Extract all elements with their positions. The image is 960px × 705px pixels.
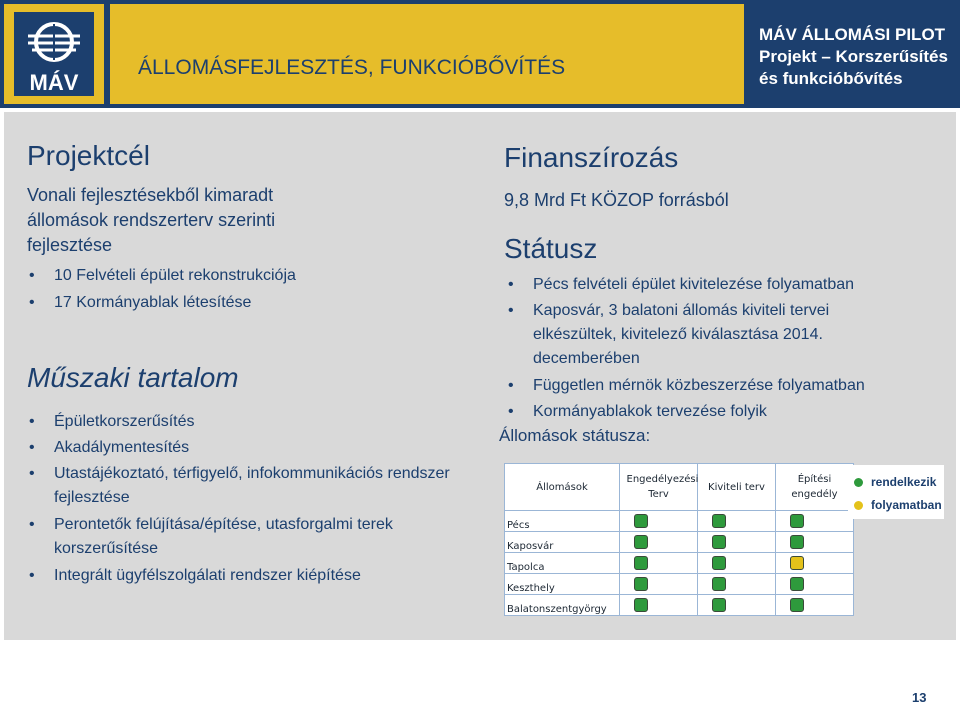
station-name: Keszthely	[505, 574, 620, 595]
projektcel-subtitle	[27, 183, 275, 258]
col-header-text: Építési engedély	[791, 474, 838, 500]
legend-item	[854, 498, 942, 512]
yellow-dot-icon	[854, 501, 863, 510]
muszaki-bullet: • Perontetők felújítása/építése, utasforgalmi terek korszerűsítése	[54, 513, 464, 561]
status-cell	[776, 511, 854, 532]
col-header-execution-plan: Kiviteli terv	[698, 464, 776, 511]
muszaki-bullet: • Épületkorszerűsítés	[54, 410, 195, 434]
station-name: Pécs	[505, 511, 620, 532]
statusz-bullet: • Kaposvár, 3 balatoni állomás kiviteli tervei elkészültek, kivitelező kiválasztása 2014. decemberében	[533, 299, 913, 371]
page-title: ÁLLOMÁSFEJLESZTÉS, FUNKCIÓBŐVÍTÉS	[138, 56, 566, 79]
col-header-stations: Állomások	[505, 464, 620, 511]
status-cell	[776, 595, 854, 616]
table-row	[505, 511, 854, 532]
finanszirozas-text: 9,8 Mrd Ft KÖZOP forrásból	[504, 190, 729, 210]
status-light-icon	[634, 598, 648, 612]
status-cell	[698, 595, 776, 616]
station-name: Kaposvár	[505, 532, 620, 553]
legend-label: folyamatban	[871, 498, 942, 512]
muszaki-bullet: • Akadálymentesítés	[54, 436, 189, 460]
statusz-heading: Státusz	[504, 233, 598, 264]
status-cell	[620, 553, 698, 574]
station-name: Balatonszentgyörgy	[505, 595, 620, 616]
table-header-row	[505, 464, 854, 511]
pilot-line: és funkcióbővítés	[759, 69, 903, 88]
mav-logo	[4, 4, 104, 104]
status-cell	[698, 532, 776, 553]
status-cell	[698, 574, 776, 595]
status-cell	[620, 532, 698, 553]
status-light-icon	[790, 577, 804, 591]
green-dot-icon	[854, 478, 863, 487]
status-light-icon	[634, 556, 648, 570]
station-name: Tapolca	[505, 553, 620, 574]
subtitle-line: Vonali fejlesztésekből kimaradt	[27, 185, 274, 205]
col-header-text: Engedélyezési Terv	[626, 474, 699, 500]
mav-emblem-icon	[14, 12, 94, 96]
status-cell	[620, 595, 698, 616]
status-cell	[776, 574, 854, 595]
status-cell	[776, 553, 854, 574]
pilot-line: MÁV ÁLLOMÁSI PILOT	[759, 25, 946, 44]
legend-item	[854, 475, 936, 489]
finanszirozas-heading: Finanszírozás	[504, 142, 679, 173]
subtitle-line: állomások rendszerterv szerinti	[27, 210, 276, 230]
table-row	[505, 553, 854, 574]
title-panel	[110, 4, 744, 104]
col-header-building-permit	[776, 464, 854, 511]
statusz-bullet: • Kormányablakok tervezése folyik	[533, 400, 953, 424]
status-cell	[698, 511, 776, 532]
pilot-project-label	[759, 24, 948, 90]
table-row	[505, 574, 854, 595]
header-bar	[0, 0, 960, 108]
station-status-table	[504, 463, 854, 616]
statusz-bullet: • Pécs felvételi épület kivitelezése folyamatban	[533, 273, 953, 297]
legend-label: rendelkezik	[871, 475, 937, 489]
statusz-bullet: • Független mérnök közbeszerzése folyamatban	[533, 374, 953, 398]
col-header-permit-plan	[620, 464, 698, 511]
logo-text: MÁV	[29, 70, 79, 95]
status-legend	[848, 465, 944, 519]
subtitle-line: fejlesztése	[27, 235, 113, 255]
status-light-icon	[790, 535, 804, 549]
status-light-icon	[712, 556, 726, 570]
projektcel-heading: Projektcél	[27, 140, 150, 171]
projektcel-bullet: • 17 Kormányablak létesítése	[54, 291, 251, 315]
statusz-table-label: Állomások státusza:	[499, 426, 651, 445]
pilot-line: Projekt – Korszerűsítés	[759, 47, 948, 66]
page-number: 13	[912, 690, 927, 705]
status-light-icon	[790, 514, 804, 528]
projektcel-bullet: • 10 Felvételi épület rekonstrukciója	[54, 264, 296, 288]
status-light-icon	[634, 535, 648, 549]
table-row	[505, 595, 854, 616]
logo-inner	[14, 12, 94, 96]
muszaki-bullet: • Integrált ügyfélszolgálati rendszer kiépítése	[54, 564, 361, 588]
status-light-icon	[712, 535, 726, 549]
muszaki-bullet: • Utastájékoztató, térfigyelő, infokommunikációs rendszer fejlesztése	[54, 462, 464, 510]
muszaki-heading: Műszaki tartalom	[27, 362, 239, 393]
status-cell	[698, 553, 776, 574]
status-light-icon	[712, 514, 726, 528]
status-light-icon	[712, 598, 726, 612]
status-light-icon	[634, 514, 648, 528]
status-cell	[620, 574, 698, 595]
table-row	[505, 532, 854, 553]
status-light-icon	[790, 598, 804, 612]
status-cell	[776, 532, 854, 553]
status-light-icon	[790, 556, 804, 570]
status-cell	[620, 511, 698, 532]
status-light-icon	[634, 577, 648, 591]
status-light-icon	[712, 577, 726, 591]
